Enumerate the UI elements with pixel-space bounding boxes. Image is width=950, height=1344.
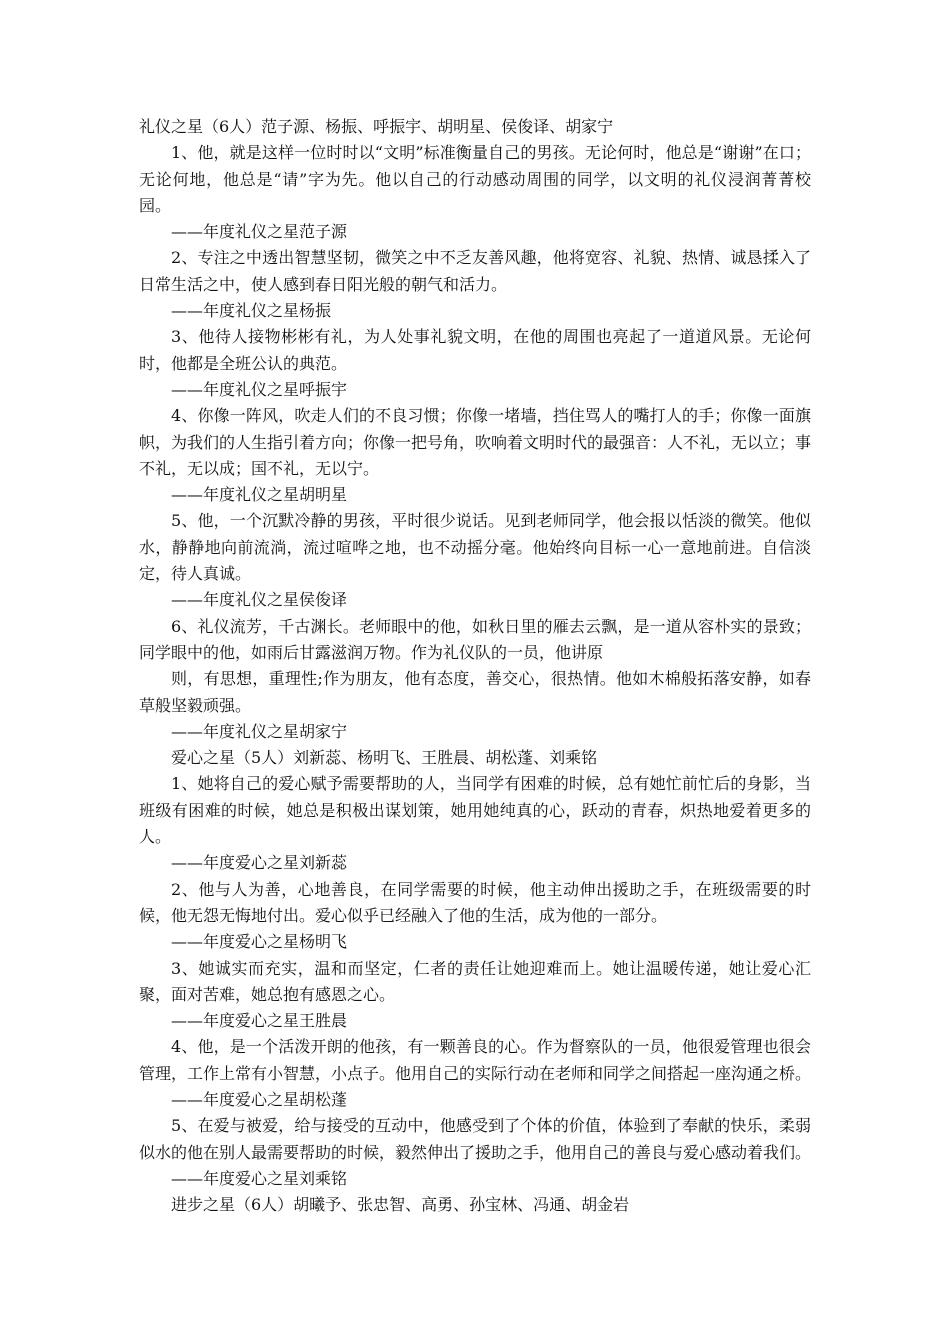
award-signature: ——年度礼仪之星呼振宇	[171, 379, 348, 399]
award-signature: ——年度爱心之星胡松蓬	[171, 1089, 348, 1109]
award-signature: ——年度礼仪之星杨振	[171, 301, 332, 321]
award-signature: ——年度爱心之星杨明飞	[171, 932, 348, 952]
paragraph: 3、他待人接物彬彬有礼，为人处事礼貌文明，在他的周围也亮起了一道道风景。无论何时，他都是全班公认的典范。	[139, 327, 811, 373]
paragraph: 2、他与人为善，心地善良，在同学需要的时候，他主动伸出援助之手，在班级需要的时候，他无怨无悔地付出。爱心似乎已经融入了他的生活，成为他的一部分。	[139, 879, 811, 925]
paragraph: 4、你像一阵风，吹走人们的不良习惯；你像一堵墙，挡住骂人的嘴打人的手；你像一面旗帜，为我们的人生指引着方向；你像一把号角，吹响着文明时代的最强音：人不礼，无以立；事不礼，无以成；国不礼，无以宁。	[139, 406, 812, 478]
award-signature: ——年度礼仪之星胡明星	[171, 485, 348, 505]
section-heading: 礼仪之星（6人）范子源、杨振、呼振宇、胡明星、侯俊译、胡家宁	[139, 117, 614, 136]
document-body	[139, 114, 811, 1218]
section-heading: 进步之星（6人）胡曦予、张忠智、高勇、孙宝林、冯通、胡金岩	[171, 1195, 630, 1215]
section-heading: 爱心之星（5人）刘新蕊、杨明飞、王胜晨、胡松蓬、刘乘铭	[171, 748, 598, 768]
paragraph: 3、她诚实而充实，温和而坚定，仁者的责任让她迎难而上。她让温暖传递，她让爱心汇聚，面对苦难，她总抱有感恩之心。	[139, 958, 811, 1004]
award-signature: ——年度礼仪之星范子源	[171, 222, 348, 242]
award-signature: ——年度爱心之星刘乘铭	[171, 1168, 348, 1188]
paragraph: 1、他，就是这样一位时时以“文明”标准衡量自己的男孩。无论何时，他总是“谢谢”在口；无论何地，他总是“请”字为先。他以自己的行动感动周围的同学，以文明的礼仪浸润菁菁校园。	[139, 143, 811, 215]
paragraph: 则，有思想，重理性;作为朋友，他有态度，善交心，很热情。他如木棉般拓落安静，如春草般坚毅顽强。	[139, 669, 811, 715]
paragraph: 5、他，一个沉默冷静的男孩，平时很少说话。见到老师同学，他会报以恬淡的微笑。他似水，静静地向前流淌，流过喧哗之地，也不动摇分毫。他始终向目标一心一意地前进。自信淡定，待人真诚。	[139, 511, 811, 584]
paragraph: 6、礼仪流芳，千古渊长。老师眼中的他，如秋日里的雁去云飘，是一道从容朴实的景致；同学眼中的他，如雨后甘露滋润万物。作为礼仪队的一员，他讲原	[139, 616, 811, 662]
award-signature: ——年度礼仪之星侯俊译	[171, 590, 348, 610]
paragraph: 1、她将自己的爱心赋予需要帮助的人，当同学有困难的时候，总有她忙前忙后的身影，当班级有困难的时候，她总是积极出谋划策，她用她纯真的心，跃动的青春，炽热地爱着更多的人。	[139, 774, 811, 847]
award-signature: ——年度爱心之星王胜晨	[171, 1011, 348, 1031]
paragraph: 4、他，是一个活泼开朗的他孩，有一颗善良的心。作为督察队的一员，他很爱管理也很会管理，工作上常有小智慧，小点子。他用自己的实际行动在老师和同学之间搭起一座沟通之桥。	[139, 1037, 812, 1083]
award-signature: ——年度礼仪之星胡家宁	[171, 721, 348, 741]
paragraph: 5、在爱与被爱，给与接受的互动中，他感受到了个体的价值，体验到了奉献的快乐，柔弱似水的他在别人最需要帮助的时候，毅然伸出了援助之手，他用自己的善良与爱心感动着我们。	[139, 1116, 812, 1162]
award-signature: ——年度爱心之星刘新蕊	[171, 853, 348, 873]
paragraph: 2、专注之中透出智慧坚韧，微笑之中不乏友善风趣，他将宽容、礼貌、热情、诚恳揉入了日常生活之中，使人感到春日阳光般的朝气和活力。	[139, 248, 811, 294]
